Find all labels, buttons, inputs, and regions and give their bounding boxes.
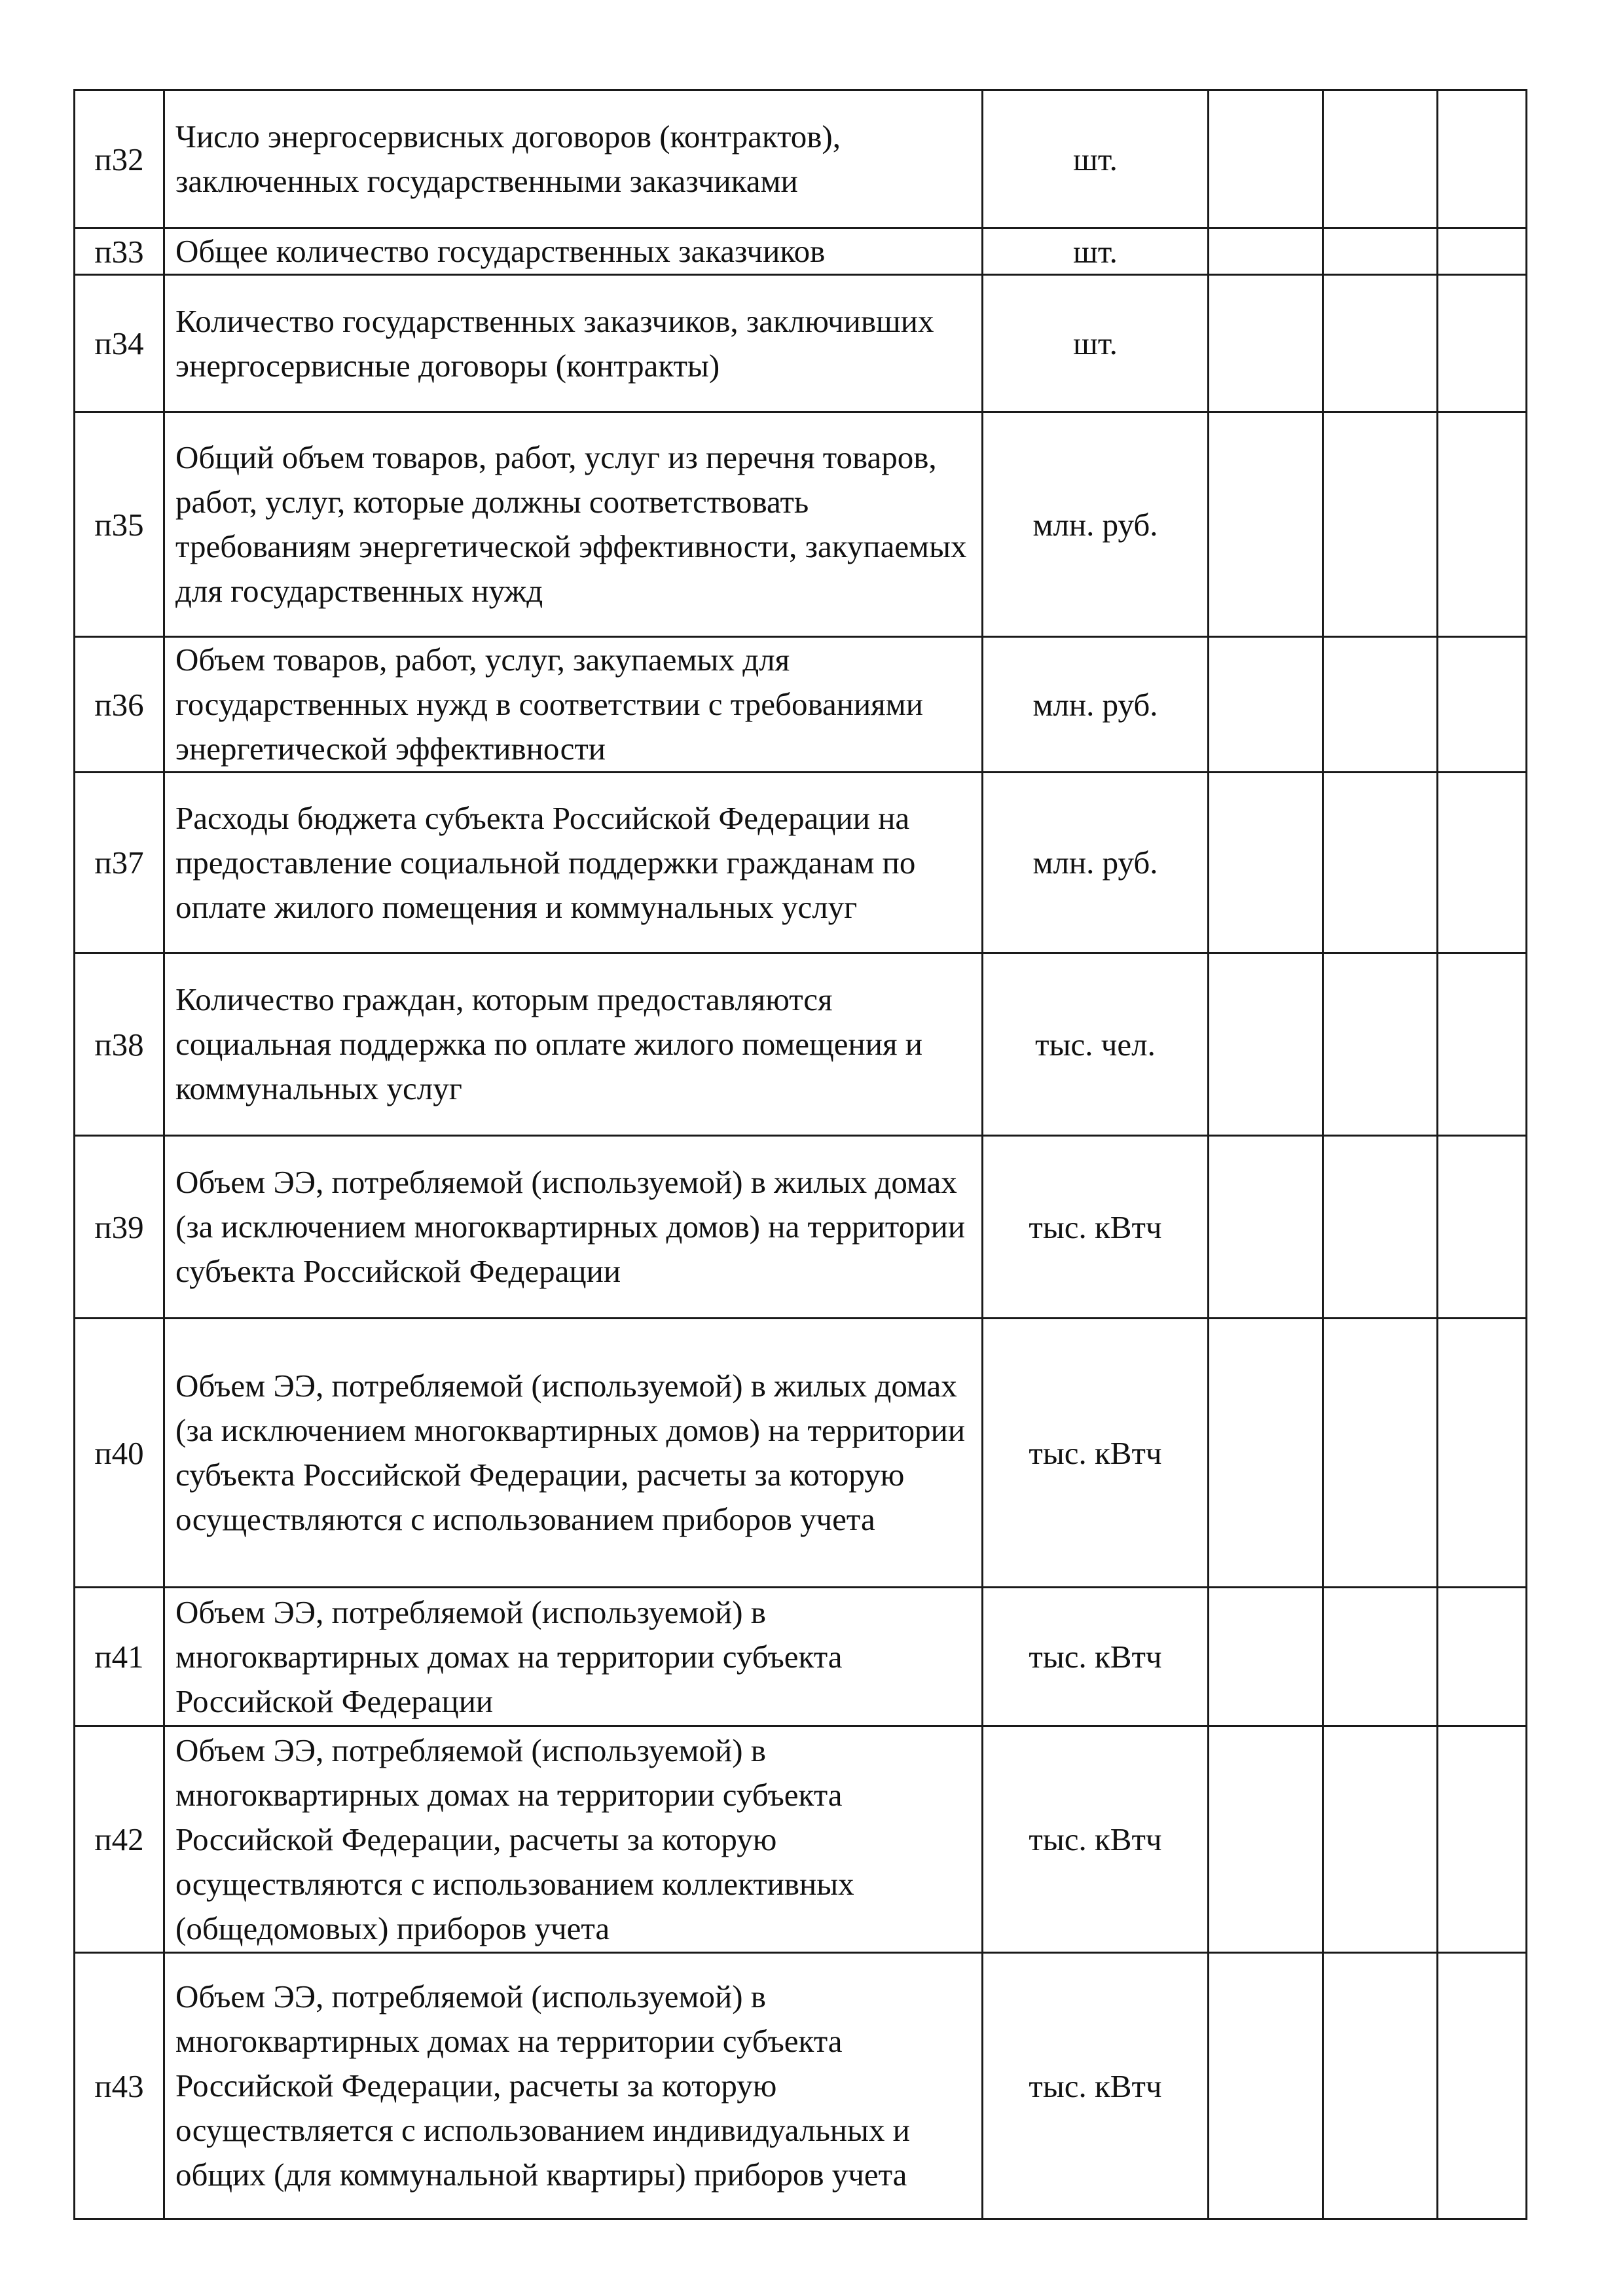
value-cell [1209,637,1323,773]
table-row [75,773,1527,953]
row-code: п40 [75,1319,164,1588]
table-row [75,90,1527,228]
value-cell [1323,637,1438,773]
value-cell [1209,773,1323,953]
value-cell [1438,412,1527,637]
row-unit: млн. руб. [983,637,1209,773]
value-cell [1438,953,1527,1136]
row-unit: шт. [983,228,1209,275]
row-unit: млн. руб. [983,412,1209,637]
table-row [75,637,1527,773]
row-description [164,773,983,953]
value-cell [1438,1726,1527,1953]
table-row [75,275,1527,412]
row-unit: шт. [983,90,1209,228]
value-cell [1209,953,1323,1136]
table-row [75,1588,1527,1726]
row-description-text: Объем ЭЭ, потребляемой (используемой) в жилых домах (за исключением многоквартирных домов) на территории субъекта Российской Федерации [175,1164,966,1289]
row-description [164,412,983,637]
row-description-text: Число энергосервисных договоров (контрактов), заключенных государственными заказчиками [175,118,841,199]
value-cell [1209,412,1323,637]
row-code: п37 [75,773,164,953]
row-code: п36 [75,637,164,773]
row-code: п34 [75,275,164,412]
row-code: п41 [75,1588,164,1726]
table-row [75,228,1527,275]
row-unit: тыс. кВтч [983,1319,1209,1588]
value-cell [1438,773,1527,953]
row-description-text: Объем ЭЭ, потребляемой (используемой) в жилых домах (за исключением многоквартирных домов) на территории субъекта Российской Федерации, расчеты за которую осуществляются с использованием приборов учета [175,1368,966,1537]
value-cell [1323,953,1438,1136]
value-cell [1438,637,1527,773]
row-code: п35 [75,412,164,637]
row-description [164,1136,983,1319]
row-description-text: Объем товаров, работ, услуг, закупаемых для государственных нужд в соответствии с требованиями энергетической эффективности [175,642,923,767]
value-cell [1323,1953,1438,2219]
row-description [164,1726,983,1953]
row-description-text: Расходы бюджета субъекта Российской Федерации на предоставление социальной поддержки гражданам по оплате жилого помещения и коммунальных услуг [175,799,916,925]
value-cell [1323,773,1438,953]
value-cell [1209,275,1323,412]
table-row [75,1953,1527,2219]
value-cell [1323,1588,1438,1726]
row-unit: млн. руб. [983,773,1209,953]
value-cell [1323,90,1438,228]
value-cell [1438,228,1527,275]
row-description-text: Общее количество государственных заказчиков [175,233,826,269]
row-code: п32 [75,90,164,228]
value-cell [1323,1319,1438,1588]
row-description-text: Количество государственных заказчиков, заключивших энергосервисные договоры (контракты) [175,302,934,384]
row-description [164,953,983,1136]
row-description [164,275,983,412]
value-cell [1323,1726,1438,1953]
row-description-text: Объем ЭЭ, потребляемой (используемой) в многоквартирных домах на территории субъекта Российской Федерации [175,1594,843,1719]
row-description [164,637,983,773]
row-code: п33 [75,228,164,275]
row-description [164,1319,983,1588]
row-description-text: Количество граждан, которым предоставляются социальная поддержка по оплате жилого помещения и коммунальных услуг [175,981,922,1106]
row-description [164,90,983,228]
row-code: п42 [75,1726,164,1953]
value-cell [1209,1136,1323,1319]
row-description [164,1588,983,1726]
value-cell [1209,1319,1323,1588]
value-cell [1209,1953,1323,2219]
value-cell [1438,1953,1527,2219]
value-cell [1209,1726,1323,1953]
value-cell [1323,228,1438,275]
row-description-text: Объем ЭЭ, потребляемой (используемой) в многоквартирных домах на территории субъекта Российской Федерации, расчеты за которую осуществляется с использованием индивидуальных и общих (для коммунальной квартиры) приборов учета [175,1978,910,2193]
row-description-text: Объем ЭЭ, потребляемой (используемой) в многоквартирных домах на территории субъекта Российской Федерации, расчеты за которую осуществляются с использованием коллективных (общедомовых) приборов учета [175,1732,854,1946]
row-code: п38 [75,953,164,1136]
row-unit: тыс. кВтч [983,1136,1209,1319]
table-row [75,412,1527,637]
value-cell [1438,1136,1527,1319]
value-cell [1209,90,1323,228]
row-unit: тыс. чел. [983,953,1209,1136]
value-cell [1438,1319,1527,1588]
value-cell [1323,412,1438,637]
row-code: п39 [75,1136,164,1319]
value-cell [1323,1136,1438,1319]
row-description-text: Общий объем товаров, работ, услуг из перечня товаров, работ, услуг, которые должны соответствовать требованиям энергетической эффективности, закупаемых для государственных нужд [175,439,967,609]
table-row [75,1319,1527,1588]
value-cell [1323,275,1438,412]
value-cell [1209,228,1323,275]
row-code: п43 [75,1953,164,2219]
row-unit: тыс. кВтч [983,1726,1209,1953]
row-description [164,228,983,275]
value-cell [1438,90,1527,228]
table-row [75,1136,1527,1319]
row-description [164,1953,983,2219]
row-unit: шт. [983,275,1209,412]
indicators-table [73,89,1527,2220]
value-cell [1209,1588,1323,1726]
value-cell [1438,1588,1527,1726]
table-row [75,953,1527,1136]
table-row [75,1726,1527,1953]
value-cell [1438,275,1527,412]
row-unit: тыс. кВтч [983,1953,1209,2219]
row-unit: тыс. кВтч [983,1588,1209,1726]
